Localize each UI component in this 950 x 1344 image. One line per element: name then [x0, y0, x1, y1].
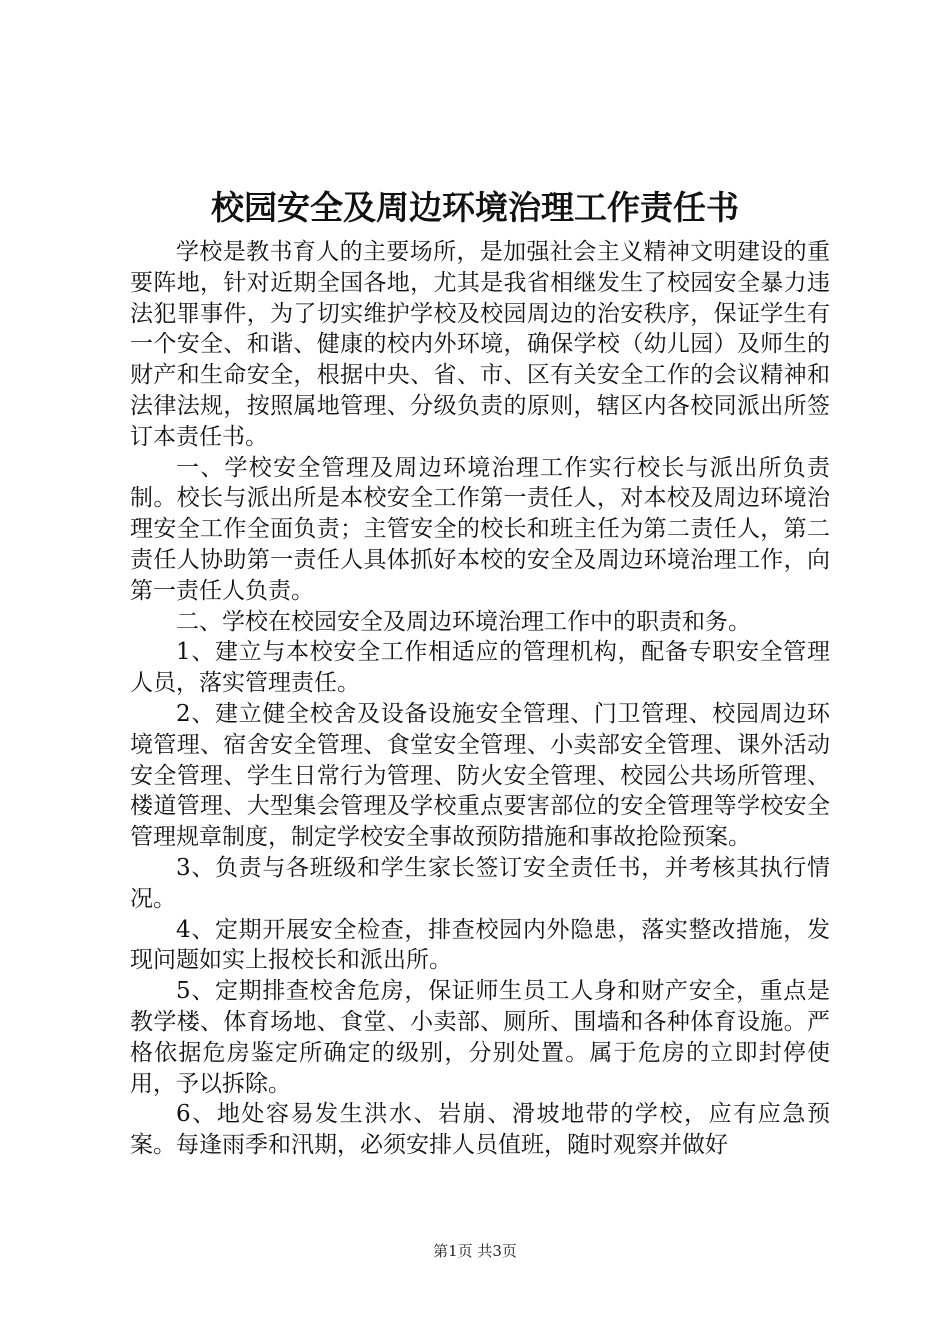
paragraph-item-2: 2、建立健全校舍及设备设施安全管理、门卫管理、校园周边环境管理、宿舍安全管理、食堂安全管理、小卖部安全管理、课外活动安全管理、学生日常行为管理、防火安全管理、校园公共场所管理、楼道管理、大型集会管理及学校重点要害部位的安全管理等学校安全管理规章制度，制定学校安全事故预防措施和事故抢险预案。	[130, 700, 830, 851]
paragraph-item-4: 4、定期开展安全检查，排查校园内外隐患，落实整改措施，发现问题如实上报校长和派出所。	[130, 916, 830, 974]
document-body	[130, 237, 830, 1161]
document-title: 校园安全及周边环境治理工作责任书	[211, 188, 739, 227]
paragraph-item-1: 1、建立与本校安全工作相适应的管理机构，配备专职安全管理人员，落实管理责任。	[130, 639, 830, 697]
paragraph-item-3: 3、负责与各班级和学生家长签订安全责任书，并考核其执行情况。	[130, 854, 830, 912]
paragraph-item-6: 6、地处容易发生洪水、岩崩、滑坡地带的学校，应有应急预案。每逢雨季和汛期，必须安排人员值班，随时观察并做好	[130, 1101, 830, 1159]
paragraph-intro: 学校是教书育人的主要场所，是加强社会主义精神文明建设的重要阵地，针对近期全国各地，尤其是我省相继发生了校园安全暴力违法犯罪事件，为了切实维护学校及校园周边的治安秩序，保证学生有一个安全、和谐、健康的校内外环境，确保学校（幼儿园）及师生的财产和生命安全，根据中央、省、市、区有关安全工作的会议精神和法律法规，按照属地管理、分级负责的原则，辖区内各校同派出所签订本责任书。	[130, 239, 830, 450]
paragraph-item-5: 5、定期排查校舍危房，保证师生员工人身和财产安全，重点是教学楼、体育场地、食堂、小卖部、厕所、围墙和各种体育设施。严格依据危房鉴定所确定的级别，分别处置。属于危房的立即封停使用，予以拆除。	[130, 978, 830, 1097]
page-number-footer: 第1页 共3页	[433, 1242, 517, 1260]
paragraph-section-2: 二、学校在校园安全及周边环境治理工作中的职责和务。	[176, 608, 751, 635]
paragraph-section-1: 一、学校安全管理及周边环境治理工作实行校长与派出所负责制。校长与派出所是本校安全工作第一责任人，对本校及周边环境治理安全工作全面负责；主管安全的校长和班主任为第二责任人，第二责任人协助第一责任人具体抓好本校的安全及周边环境治理工作，向第一责任人负责。	[130, 454, 830, 604]
